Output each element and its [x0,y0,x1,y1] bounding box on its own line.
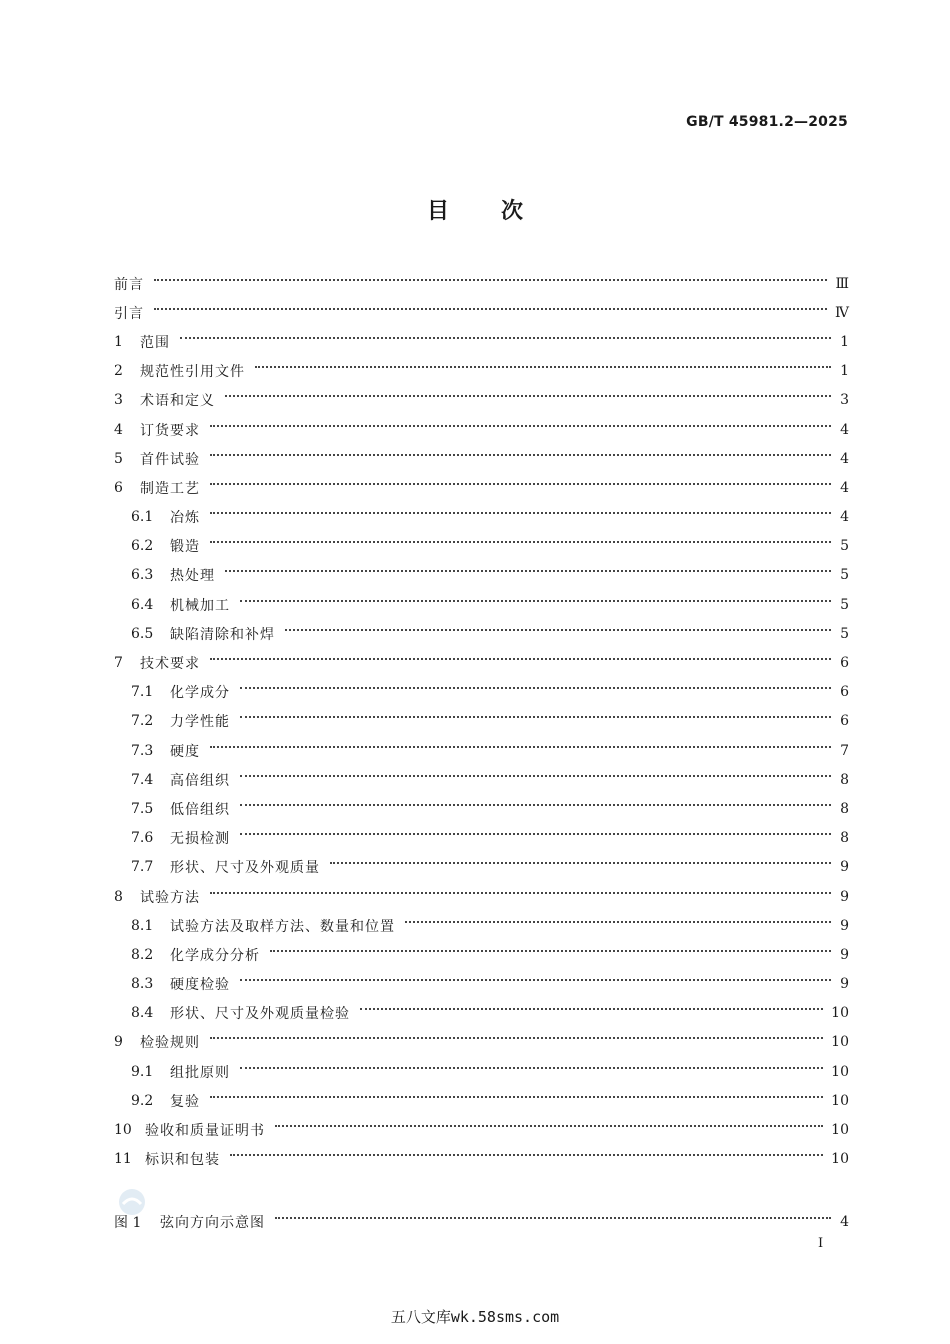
toc-entry[interactable] [114,590,849,619]
toc-entry[interactable] [114,648,849,677]
dot-leader [275,1217,831,1219]
toc-entry-page: 5 [840,596,849,613]
dot-leader [405,921,831,923]
dot-leader [330,862,831,864]
toc-entry-number: 7.3 [131,742,154,759]
dot-leader [240,775,831,777]
dot-leader [180,337,831,339]
toc-entry[interactable] [114,940,849,969]
toc-entry-label: 制造工艺 [140,480,200,497]
dot-leader [210,483,831,485]
toc-entry-page: 9 [840,917,849,934]
toc-entry[interactable] [114,532,849,561]
toc-entry[interactable] [114,678,849,707]
toc-entry-label: 机械加工 [170,597,230,614]
toc-entry[interactable] [114,503,849,532]
toc-entry-label: 规范性引用文件 [140,364,245,381]
toc-entry-number: 6 [114,479,123,496]
toc-entry-page: 6 [840,713,849,730]
toc-entry-number: 6.5 [131,625,154,642]
toc-entry-page: 10 [831,1151,849,1168]
standard-code: GB/T 45981.2—2025 [686,114,848,130]
toc-entry-number: 8.2 [131,946,154,963]
table-of-contents [114,269,849,1174]
footer-watermark-text: 五八文库wk.58sms.com [390,1308,560,1326]
toc-entry[interactable] [114,386,849,415]
toc-entry-label: 无损检测 [170,831,230,848]
toc-entry-number: 6.2 [131,538,154,555]
toc-entry-page: 4 [840,450,849,467]
toc-entry[interactable] [114,824,849,853]
dot-leader [210,454,831,456]
toc-entry-number: 5 [114,450,123,467]
dot-leader [210,425,831,427]
toc-entry-number: 8.1 [131,917,154,934]
toc-entry-label: 高倍组织 [170,772,230,789]
dot-leader [360,1008,823,1010]
toc-entry-label: 订货要求 [140,422,200,439]
toc-entry[interactable] [114,970,849,999]
toc-entry-page: 10 [831,1034,849,1051]
toc-entry-number: 8 [114,888,123,905]
dot-leader [240,600,831,602]
toc-entry-page: 6 [840,655,849,672]
toc-entry-label: 术语和定义 [140,393,215,410]
toc-entry-page: 10 [831,1122,849,1139]
toc-entry-page: Ⅲ [835,275,849,292]
toc-entry[interactable] [114,357,849,386]
toc-entry-number: 9.1 [131,1063,154,1080]
toc-entry-label: 冶炼 [170,510,200,527]
toc-entry-page: 1 [840,333,849,350]
toc-entry[interactable] [114,561,849,590]
toc-entry-label: 硬度检验 [170,977,230,994]
toc-entry[interactable] [114,736,849,765]
toc-entry-label: 化学成分 [170,685,230,702]
dot-leader [270,950,831,952]
toc-entry[interactable] [114,707,849,736]
figure-entry[interactable] [114,1207,849,1236]
toc-entry-page: 7 [840,742,849,759]
toc-entry-label: 前言 [114,276,144,293]
dot-leader [154,279,827,281]
toc-entry-number: 1 [114,333,123,350]
dot-leader [240,716,831,718]
dot-leader [240,804,831,806]
toc-entry-number: 8.4 [131,1005,154,1022]
toc-entry[interactable] [114,619,849,648]
figure-entry-label: 弦向方向示意图 [160,1214,265,1231]
toc-entry[interactable] [114,911,849,940]
toc-entry-label: 化学成分分析 [170,947,260,964]
toc-entry-page: 4 [840,479,849,496]
toc-entry-label: 复验 [170,1093,200,1110]
dot-leader [210,892,831,894]
dot-leader [285,629,831,631]
dot-leader [210,512,831,514]
toc-entry-label: 低倍组织 [170,801,230,818]
toc-entry-number: 7 [114,655,123,672]
toc-entry-label: 技术要求 [140,656,200,673]
toc-entry-label: 试验方法 [140,889,200,906]
toc-entry-number: 9.2 [131,1092,154,1109]
toc-entry-number: 3 [114,392,123,409]
toc-entry-number: 7.1 [131,684,154,701]
dot-leader [225,570,831,572]
dot-leader [210,541,831,543]
page-number: Ⅰ [818,1236,824,1251]
dot-leader [225,395,831,397]
toc-entry-label: 形状、尺寸及外观质量 [170,860,320,877]
toc-entry-label: 力学性能 [170,714,230,731]
toc-entry-number: 10 [114,1122,132,1139]
dot-leader [255,366,831,368]
toc-entry-label: 验收和质量证明书 [145,1123,265,1140]
toc-entry[interactable] [114,882,849,911]
toc-entry-page: 8 [840,830,849,847]
dot-leader [210,1037,823,1039]
toc-entry-page: 8 [840,771,849,788]
toc-entry-label: 组批原则 [170,1064,230,1081]
toc-entry[interactable] [114,1145,849,1174]
toc-entry-page: 10 [831,1092,849,1109]
toc-entry-page: 9 [840,946,849,963]
toc-entry-number: 9 [114,1034,123,1051]
dot-leader [210,1096,823,1098]
toc-entry-label: 范围 [140,334,170,351]
toc-entry-label: 检验规则 [140,1035,200,1052]
dot-leader [210,658,831,660]
toc-entry-page: 5 [840,625,849,642]
toc-entry-number: 7.5 [131,800,154,817]
toc-entry[interactable] [114,1057,849,1086]
toc-entry[interactable] [114,269,849,298]
toc-entry-page: 3 [840,392,849,409]
toc-entry-page: 5 [840,538,849,555]
dot-leader [240,979,831,981]
toc-entry[interactable] [114,473,849,502]
toc-entry-label: 形状、尺寸及外观质量检验 [170,1006,350,1023]
dot-leader [230,1154,823,1156]
toc-entry[interactable] [114,1115,849,1144]
toc-entry[interactable] [114,853,849,882]
toc-entry[interactable] [114,298,849,327]
toc-entry-page: 8 [840,800,849,817]
dot-leader [240,687,831,689]
dot-leader [240,833,831,835]
toc-entry-number: 7.4 [131,771,154,788]
toc-entry-label: 硬度 [170,743,200,760]
toc-entry-label: 标识和包装 [145,1152,220,1169]
toc-entry-page: 4 [840,509,849,526]
toc-entry-page: 1 [840,363,849,380]
toc-entry-page: 10 [831,1005,849,1022]
toc-entry-number: 7.2 [131,713,154,730]
toc-entry[interactable] [114,327,849,356]
dot-leader [210,746,831,748]
toc-entry-page: Ⅳ [835,304,849,321]
toc-entry-page: 9 [840,859,849,876]
toc-entry-number: 7.7 [131,859,154,876]
toc-entry-label: 锻造 [170,539,200,556]
toc-entry-number: 2 [114,363,123,380]
toc-entry[interactable] [114,444,849,473]
toc-entry-page: 9 [840,976,849,993]
toc-entry-number: 4 [114,421,123,438]
toc-entry[interactable] [114,415,849,444]
figure-entry-page: 4 [840,1213,849,1230]
toc-entry-label: 试验方法及取样方法、数量和位置 [170,918,395,935]
page-title: 目次 [426,199,575,224]
toc-entry[interactable] [114,999,849,1028]
figure-entry-number: 图 1 [114,1214,142,1231]
toc-entry-label: 缺陷清除和补焊 [170,626,275,643]
toc-entry-page: 9 [840,888,849,905]
toc-entry-page: 4 [840,421,849,438]
toc-entry-number: 6.4 [131,596,154,613]
toc-entry[interactable] [114,1086,849,1115]
toc-entry-number: 8.3 [131,976,154,993]
toc-entry-page: 5 [840,567,849,584]
toc-entry-number: 6.1 [131,509,154,526]
toc-entry-number: 11 [114,1151,132,1168]
dot-leader [154,308,827,310]
toc-entry[interactable] [114,765,849,794]
dot-leader [240,1067,823,1069]
toc-entry-number: 6.3 [131,567,154,584]
toc-entry-page: 10 [831,1063,849,1080]
toc-entry-label: 引言 [114,305,144,322]
toc-entry-label: 首件试验 [140,451,200,468]
toc-entry-page: 6 [840,684,849,701]
toc-entry-label: 热处理 [170,568,215,585]
toc-entry-number: 7.6 [131,830,154,847]
toc-entry[interactable] [114,1028,849,1057]
dot-leader [275,1125,823,1127]
toc-entry[interactable] [114,794,849,823]
